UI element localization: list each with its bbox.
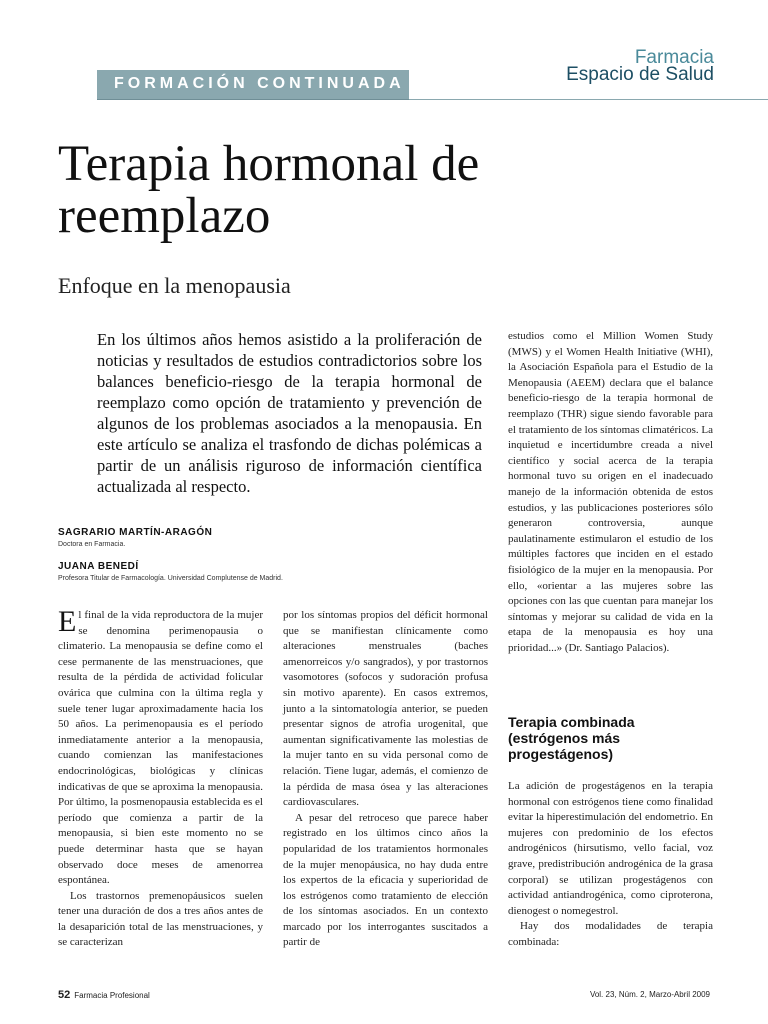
body-column-3-top (508, 329, 713, 656)
paragraph: A pesar del retroceso que parece haber registrado en los últimos cinco años la popularidad de los tratamientos hormonales de la mujer menopáusica, no hay duda entre los expertos de la eficacia y superioridad de los estrógenos como tratamiento de elección de los síntomas asociados. En un contexto marcado por los interrogantes suscitados a partir de (283, 811, 488, 949)
publication-name: Farmacia Profesional (74, 991, 150, 1000)
brand-name: Farmacia (634, 47, 714, 68)
page-number: 52 (58, 989, 71, 1001)
footer-left (58, 989, 150, 1001)
body-column-1 (58, 605, 263, 951)
paragraph: Hay dos modalidades de terapia combinada: (508, 920, 713, 948)
body-column-2 (283, 608, 488, 951)
issue-info: Vol. 23, Núm. 2, Marzo-Abril 2009 (589, 990, 710, 999)
paragraph: La adición de progestágenos en la terapia hormonal con estrógenos tiene como finalidad evitar la hiperestimulación del endometrio. En mujeres con predominio de los efectos androgénicos (hirsutismo, vello facial, voz grave, predistribución androgénica de la grasa corporal) se utilizan progestágenos con actividad antiandrogénica, como ciproterona, dienogest o nomegestrol. (508, 780, 713, 917)
article-title: Terapia hormonal de reemplazo (58, 136, 480, 244)
paragraph-text: l final de la vida reproductora de la mujer se denomina perimenopausia o climaterio. La menopausia se define como el cese permanente de las menstruaciones, que resulta de la pérdida de actividad folicular ovárica que culmina con la última regla y suele tener lugar aproximadamente hacia los 50 años. La perimenopausia es el período inmediatamente anterior a la menopausia, cuando comienzan las manifestaciones endocrinológicas, biológicas y clínicas indicativas de que se aproxima la menopausia. Por último, la posmenopausia establecida es el período que comienza a partir de la menopausia, si bien este momento no se puede determinar hasta que se hayan observado doce meses de amenorrea espontánea. (58, 609, 263, 887)
paragraph: Los trastornos premenopáusicos suelen tener una duración de dos a tres años antes de la desaparición total de las menstruaciones, y se caracterizan (58, 889, 263, 949)
body-column-3-bottom (508, 779, 713, 951)
paragraph (58, 605, 263, 889)
author-name: JUANA BENEDÍ (58, 561, 139, 572)
author-role: Doctora en Farmacia. (58, 541, 126, 548)
author-name: SAGRARIO MARTÍN-ARAGÓN (58, 527, 213, 538)
section-label: FORMACIÓN CONTINUADA (114, 75, 405, 92)
paragraph: por los síntomas propios del déficit hormonal que se manifiestan clínicamente como alteraciones menstruales (baches amenorreicos y/o sangrados), y por trastornos vasomotores (sofocos y sudoración profusa sin motivo aparente). En casos extremos, junto a la sintomatología anterior, se pueden presentar signos de atrofia urogenital, que aumentan significativamente las molestias de la mujer tanto en su vida personal como de relación. Tiene lugar, además, el comienzo de la pérdida de masa ósea y las alteraciones cardiovasculares. (283, 609, 488, 809)
paragraph: estudios como el Million Women Study (MWS) y el Women Health Initiative (WHI), la Asociación Española para el Estudio de la Menopausia (AEEM) declara que el balance beneficio-riesgo de la terapia hormonal de reemplazo (THR) sigue siendo favorable para el tratamiento de los síntomas climatéricos. La inquietud e incertidumbre creada a nivel científico y social acerca de la terapia hormonal tuvo su origen en el inadecuado manejo de la información obtenida de estos estudios, y las publicaciones posteriores sólo generaron controversia, aunque paulatinamente estimularon el estudio de los múltiples factores que inciden en el estado fisiológico de la mujer en la menopausia. Por ello, «orientar a las mujeres sobre las opciones con las que cuentan para manejar los síntomas y mejorar su calidad de vida en la etapa de la menopausia es hoy una prioridad...» (Dr. Santiago Palacios). (508, 330, 713, 654)
header-rule (409, 99, 768, 100)
section-heading: Terapia combinada (estrógenos más progestágenos) (508, 714, 635, 762)
author-role: Profesora Titular de Farmacología. Universidad Complutense de Madrid. (58, 575, 283, 582)
article-lead: En los últimos años hemos asistido a la proliferación de noticias y resultados de estudios contradictorios sobre los balances beneficio-riesgo de la terapia hormonal de reemplazo como opción de tratamiento y prevención de algunos de los problemas asociados a la menopausia. En este artículo se analiza el trasfondo de dichas polémicas a partir de un análisis riguroso de información científica actualizada al respecto. (97, 330, 482, 496)
drop-cap: E (58, 605, 77, 638)
brand-tagline: Espacio de Salud (566, 64, 714, 85)
article-subtitle: Enfoque en la menopausia (58, 273, 291, 298)
